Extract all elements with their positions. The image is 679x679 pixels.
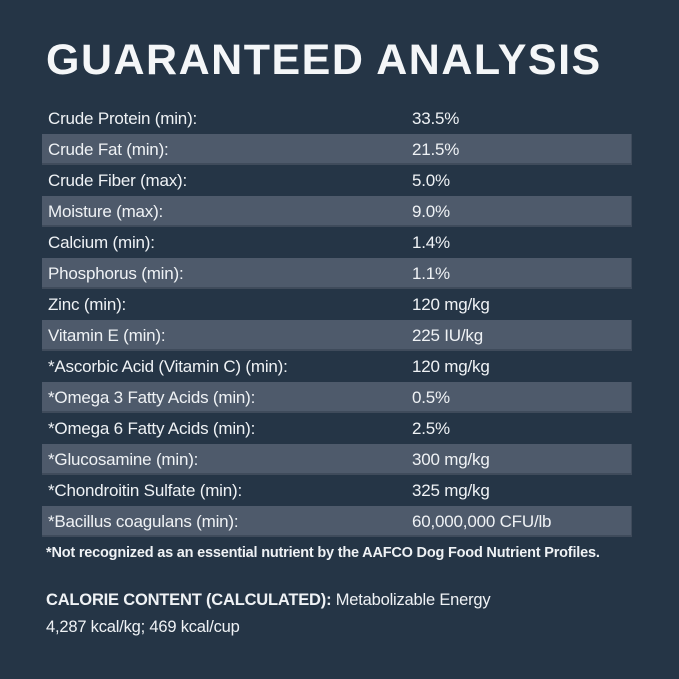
aafco-footnote: *Not recognized as an essential nutrient by the AAFCO Dog Food Nutrient Profiles. xyxy=(46,545,600,561)
nutrient-label: Calcium (min): xyxy=(48,233,155,252)
nutrient-label: Crude Fat (min): xyxy=(48,140,169,159)
nutrient-value: 0.5% xyxy=(412,388,450,407)
table-row xyxy=(42,196,632,227)
table-row xyxy=(42,258,632,289)
nutrient-label: Phosphorus (min): xyxy=(48,264,184,283)
calorie-content-subtitle: Metabolizable Energy xyxy=(331,591,491,609)
table-row xyxy=(42,444,632,475)
table-row xyxy=(42,413,632,444)
nutrient-label: Crude Protein (min): xyxy=(48,109,198,128)
table-row xyxy=(42,289,632,320)
nutrient-value: 60,000,000 CFU/lb xyxy=(412,512,552,531)
nutrient-value: 1.4% xyxy=(412,233,450,252)
nutrient-value: 120 mg/kg xyxy=(412,295,490,314)
nutrient-value: 325 mg/kg xyxy=(412,481,490,500)
nutrient-label: *Glucosamine (min): xyxy=(48,450,199,469)
nutrient-table xyxy=(42,103,632,537)
calorie-content-heading xyxy=(46,591,490,610)
table-row xyxy=(42,227,632,258)
nutrient-label: Moisture (max): xyxy=(48,202,164,221)
nutrient-label: *Chondroitin Sulfate (min): xyxy=(48,481,242,500)
calorie-values: 4,287 kcal/kg; 469 kcal/cup xyxy=(46,618,240,636)
nutrient-value: 1.1% xyxy=(412,264,450,283)
nutrient-value: 300 mg/kg xyxy=(412,450,490,469)
calorie-content-label: CALORIE CONTENT (CALCULATED): xyxy=(46,591,332,609)
nutrient-value: 9.0% xyxy=(412,202,450,221)
nutrient-label: *Omega 3 Fatty Acids (min): xyxy=(48,388,256,407)
table-row xyxy=(42,475,632,506)
table-row xyxy=(42,351,632,382)
nutrient-label: Zinc (min): xyxy=(48,295,127,314)
table-row xyxy=(42,506,632,537)
table-row xyxy=(42,382,632,413)
table-row xyxy=(42,103,632,134)
nutrient-value: 33.5% xyxy=(412,109,460,128)
nutrient-label: *Ascorbic Acid (Vitamin C) (min): xyxy=(48,357,288,376)
nutrient-value: 225 IU/kg xyxy=(412,326,483,345)
table-row xyxy=(42,134,632,165)
nutrient-label: *Bacillus coagulans (min): xyxy=(48,512,239,531)
table-row xyxy=(42,165,632,196)
nutrient-value: 2.5% xyxy=(412,419,450,438)
page-title: GUARANTEED ANALYSIS xyxy=(46,36,602,84)
nutrient-label: Vitamin E (min): xyxy=(48,326,166,345)
nutrient-label: Crude Fiber (max): xyxy=(48,171,188,190)
nutrient-label: *Omega 6 Fatty Acids (min): xyxy=(48,419,256,438)
nutrient-value: 5.0% xyxy=(412,171,450,190)
nutrient-value: 120 mg/kg xyxy=(412,357,490,376)
table-row xyxy=(42,320,632,351)
nutrient-value: 21.5% xyxy=(412,140,460,159)
